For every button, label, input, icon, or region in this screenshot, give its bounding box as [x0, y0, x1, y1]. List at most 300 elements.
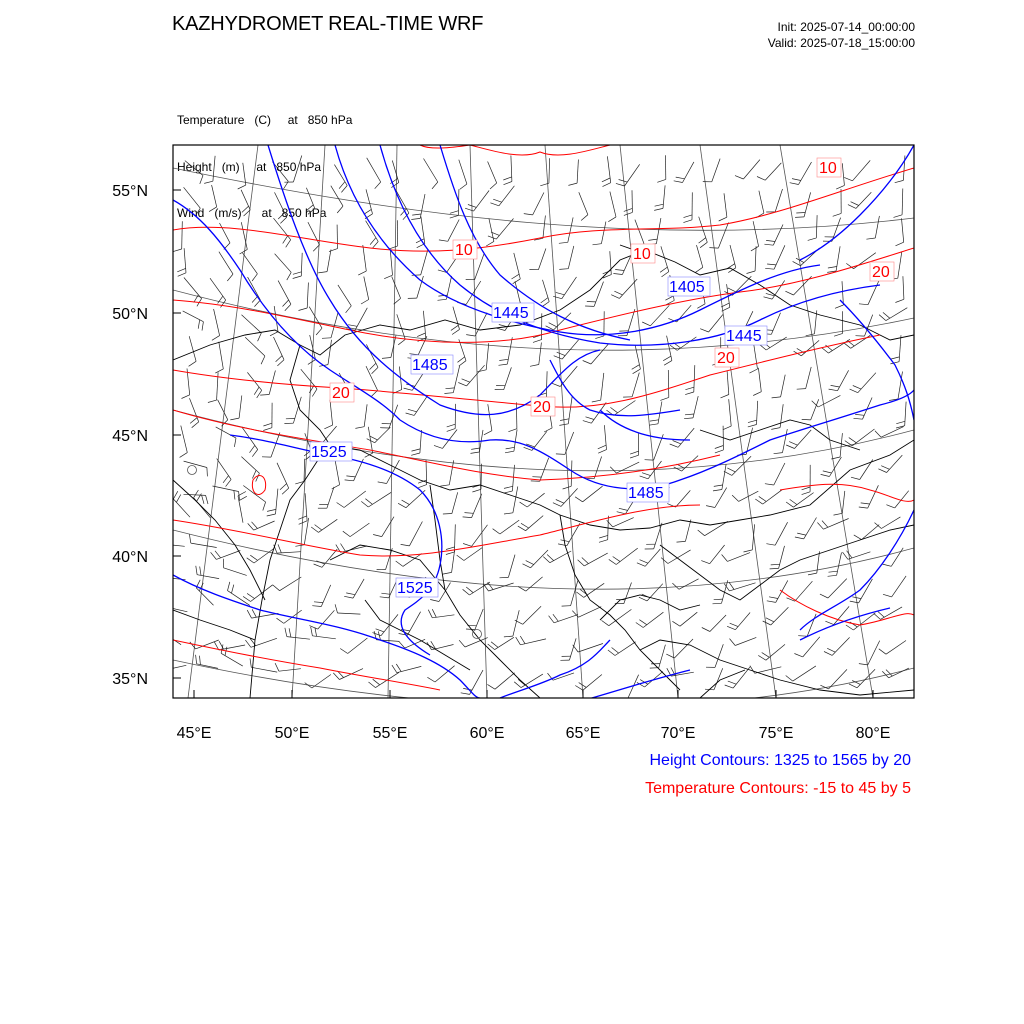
wind-barb	[887, 455, 903, 472]
wind-barb-flag	[763, 621, 771, 625]
wind-barb-flag	[879, 649, 886, 654]
wind-barb-flag	[444, 393, 453, 394]
wind-barb-flag	[257, 390, 262, 398]
wind-barb	[213, 156, 215, 181]
wind-barb-flag	[372, 242, 378, 249]
wind-barb-flag	[373, 633, 382, 636]
wind-barb-flag	[828, 575, 837, 576]
wind-barb-flag	[161, 662, 166, 670]
wind-barb-flag	[595, 336, 604, 339]
wind-barb-flag	[851, 477, 860, 479]
wind-barb	[650, 305, 669, 326]
wind-barb-flag	[189, 361, 197, 366]
wind-barb-flag	[879, 315, 886, 321]
wind-barb-flag	[335, 604, 337, 613]
wind-barb	[568, 217, 573, 242]
wind-barb-flag	[389, 246, 398, 249]
wind-barb	[868, 281, 879, 305]
wind-barb-flag	[891, 357, 900, 359]
wind-barb	[840, 433, 842, 457]
wind-barb	[218, 400, 228, 420]
wind-barb-flag	[508, 429, 517, 432]
wind-barb-flag	[472, 489, 481, 492]
wind-barb-flag	[459, 640, 465, 647]
wind-barb	[727, 553, 750, 562]
wind-barb-flag	[250, 445, 255, 452]
wind-barb-flag	[227, 274, 233, 281]
wind-barb-flag	[466, 335, 475, 336]
chart-title: KAZHYDROMET REAL-TIME WRF	[172, 13, 484, 35]
wind-barb-flag	[247, 610, 251, 618]
wind-barb	[511, 156, 512, 182]
wind-barb-flag	[665, 296, 673, 300]
wind-barb	[293, 156, 301, 183]
variable-wind: Wind (m/s) at 850 hPa	[177, 206, 327, 220]
wind-barb	[816, 215, 817, 238]
wind-barb-flag	[895, 299, 904, 302]
wind-barb-flag	[369, 682, 376, 688]
wind-barb-flag	[263, 428, 272, 431]
wind-barb-flag	[553, 296, 562, 298]
wind-barb-flag	[254, 300, 260, 307]
wind-barb-flag	[373, 535, 382, 537]
wind-barb	[338, 613, 361, 614]
wind-barb	[610, 192, 616, 217]
wind-barb	[312, 636, 335, 639]
wind-barb-flag	[267, 514, 276, 516]
wind-barb-flag	[615, 270, 624, 271]
wind-barb-flag	[685, 387, 694, 390]
wind-barb	[712, 159, 720, 182]
wind-barb	[865, 315, 873, 337]
wind-barb	[615, 642, 636, 656]
wind-barb	[848, 552, 871, 560]
wind-barb-flag	[322, 338, 331, 339]
wind-barb-flag	[189, 534, 190, 543]
wind-barb	[543, 216, 546, 239]
wind-barb	[184, 187, 201, 208]
wind-barb-flag	[156, 535, 158, 544]
wind-barb-flag	[684, 418, 693, 419]
wind-barb	[276, 489, 278, 514]
wind-barb	[683, 162, 694, 183]
wind-barb	[829, 669, 847, 689]
wind-barb	[500, 520, 519, 534]
wind-barb-flag	[406, 413, 415, 415]
wind-barb-flag	[518, 526, 526, 531]
wind-barb	[710, 545, 725, 564]
wind-barb	[248, 277, 261, 300]
wind-barb-flag	[848, 205, 856, 209]
wind-barb	[331, 186, 343, 206]
wind-barb-flag	[466, 629, 475, 630]
wind-barb	[680, 612, 697, 626]
wind-barb-flag	[505, 451, 514, 453]
wind-barb-flag	[766, 240, 775, 241]
lon-label-45e: 45°E	[176, 725, 212, 742]
wind-barb-flag	[491, 642, 498, 648]
height-contour-legend: Height Contours: 1325 to 1565 by 20	[649, 752, 911, 769]
wind-barb	[424, 159, 438, 183]
wind-barb	[366, 344, 378, 367]
wind-barb-flag	[289, 628, 291, 637]
wind-barb	[853, 160, 871, 180]
wind-barb-flag	[896, 421, 905, 423]
wind-barb-flag	[412, 449, 421, 451]
wind-barb-flag	[314, 602, 323, 603]
wind-barb	[549, 158, 550, 183]
wind-barb-flag	[640, 560, 648, 564]
wind-barb	[190, 398, 199, 422]
wind-barb-flag	[747, 271, 756, 274]
wind-barb	[715, 644, 723, 667]
wind-barb-flag	[346, 476, 355, 477]
wind-barb-flag	[286, 240, 291, 248]
wind-barb	[635, 220, 644, 244]
wind-barb-flag	[439, 240, 448, 241]
wind-barb	[554, 313, 571, 330]
wind-barb-flag	[239, 496, 247, 500]
wind-barb-flag	[427, 677, 435, 682]
wind-barb-flag	[252, 450, 257, 457]
wind-barb-flag	[559, 269, 568, 270]
wind-barb-flag	[392, 665, 397, 673]
wind-barb-flag	[894, 215, 903, 218]
wind-barb	[496, 219, 513, 240]
wind-barb	[495, 637, 514, 649]
wind-barb	[568, 396, 572, 424]
wind-barb-flag	[198, 320, 200, 329]
wind-barb	[898, 252, 902, 279]
wind-barb-flag	[670, 345, 677, 350]
wind-barb-flag	[753, 392, 761, 396]
wind-barb-flag	[283, 236, 288, 244]
wind-barb	[344, 491, 366, 508]
wind-barb-flag	[514, 682, 521, 688]
wind-barb	[694, 365, 695, 392]
wind-barb	[774, 245, 785, 269]
wind-barb	[795, 581, 813, 601]
wind-barb-flag	[577, 592, 584, 597]
wind-barb-flag	[766, 544, 775, 546]
wind-barb-flag	[258, 333, 262, 341]
wind-barb-flag	[512, 274, 520, 279]
wind-barb	[577, 160, 578, 184]
init-time: Init: 2025-07-14_00:00:00	[777, 20, 915, 34]
wind-barb	[852, 429, 874, 446]
wind-barb-flag	[311, 527, 318, 532]
wind-barb-flag	[568, 183, 577, 185]
wind-barb-flag	[660, 397, 669, 400]
wind-barb	[674, 639, 693, 658]
wind-barb	[759, 191, 764, 213]
wind-barb-flag	[593, 244, 602, 245]
wind-barb	[811, 399, 819, 420]
wind-barb-flag	[234, 438, 236, 447]
wind-barb	[216, 427, 236, 438]
wind-barb-flag	[684, 215, 693, 218]
wind-barb-flag	[612, 648, 619, 654]
wind-barb-flag	[598, 450, 606, 454]
wind-barb-flag	[200, 656, 201, 665]
wind-barb-flag	[874, 613, 881, 619]
wind-barb-flag	[729, 582, 734, 589]
wind-barb-flag	[370, 363, 376, 369]
wind-barb-flag	[499, 364, 508, 365]
wind-barb-flag	[316, 561, 324, 564]
wind-barb	[710, 615, 726, 632]
wind-barb-flag	[727, 264, 735, 269]
wind-barb	[465, 638, 488, 647]
wind-barb-flag	[831, 385, 840, 387]
wind-barb	[182, 221, 183, 249]
wind-barb-flag	[204, 181, 213, 183]
wind-barb	[338, 285, 351, 306]
wind-barb-flag	[247, 558, 254, 563]
wind-barb	[366, 221, 379, 242]
wind-barb	[499, 186, 515, 206]
wind-barb	[722, 464, 726, 489]
wind-barb-flag	[202, 322, 203, 331]
wind-barb	[614, 401, 636, 416]
wind-barb-flag	[701, 561, 709, 564]
wind-barb-flag	[450, 215, 459, 218]
wind-barb	[828, 579, 847, 598]
wind-barb-flag	[769, 597, 778, 599]
wind-barb	[859, 579, 873, 603]
wind-barb-flag	[256, 473, 260, 481]
wind-barb-flag	[774, 453, 783, 454]
wind-barb	[837, 553, 842, 576]
wind-barb-flag	[343, 531, 350, 536]
wind-barb	[562, 277, 577, 299]
wind-barb	[306, 188, 314, 209]
wind-barb-flag	[859, 304, 868, 305]
wind-barb-flag	[854, 535, 862, 540]
wind-barb-flag	[758, 655, 766, 660]
wind-barb-flag	[462, 379, 470, 382]
wind-barb	[158, 544, 185, 547]
wind-barb-flag	[254, 387, 259, 395]
wind-barb-flag	[196, 655, 197, 664]
wind-barb	[173, 499, 190, 517]
wind-barb-flag	[672, 583, 679, 589]
wind-barb	[197, 575, 219, 579]
wind-barb	[328, 340, 332, 365]
wind-barb	[868, 485, 879, 508]
wind-barb-flag	[396, 561, 403, 566]
wind-barb	[771, 313, 780, 335]
wind-barb	[565, 432, 574, 454]
wind-barb-flag	[881, 466, 889, 470]
wind-barb-flag	[723, 426, 731, 430]
temp-label-10-c: 10	[819, 160, 837, 177]
lon-label-80e: 80°E	[855, 725, 891, 742]
wind-barb	[214, 309, 220, 336]
wind-barb-flag	[523, 564, 531, 568]
wind-barb-flag	[883, 312, 890, 318]
wind-barb	[287, 637, 310, 640]
wind-barb	[758, 368, 761, 392]
wind-barb-flag	[655, 204, 664, 206]
wind-barb	[421, 249, 428, 275]
wind-barb-flag	[173, 491, 177, 499]
wind-barb-flag	[767, 264, 776, 265]
wind-barb-flag	[822, 521, 828, 528]
wind-barb-flag	[243, 596, 251, 601]
wind-barb	[213, 486, 239, 492]
wind-barb-flag	[295, 545, 304, 547]
wind-barb-flag	[750, 666, 755, 674]
wind-barb-flag	[447, 424, 456, 427]
wind-barb	[579, 607, 602, 618]
wind-barb	[375, 427, 391, 443]
wind-barb	[735, 613, 750, 630]
wind-barb	[210, 278, 226, 300]
wind-barb-flag	[520, 636, 525, 644]
wind-barb-flag	[846, 625, 854, 630]
lat-label-40n: 40°N	[112, 549, 148, 566]
wind-barb-flag	[673, 441, 681, 444]
wind-barb	[668, 370, 669, 397]
wind-barb	[512, 465, 514, 491]
wind-barb-flag	[896, 242, 904, 246]
wind-barb	[568, 246, 574, 269]
wind-barb-flag	[772, 397, 781, 398]
wind-barb-flag	[232, 585, 234, 594]
wind-barb-flag	[364, 209, 372, 214]
wind-barb-flag	[411, 453, 420, 455]
wind-barb	[185, 161, 203, 176]
wind-barb-flag	[549, 616, 554, 623]
wind-barb	[327, 487, 334, 508]
wind-barb-flag	[771, 428, 780, 430]
wind-barb-flag	[195, 208, 200, 216]
wind-barb	[474, 191, 490, 212]
wind-barb	[181, 426, 188, 453]
wind-barb	[905, 402, 906, 426]
wind-barb	[327, 250, 331, 272]
wind-barb-flag	[636, 623, 643, 628]
wind-barb-flag	[312, 606, 321, 607]
wind-barb-flag	[443, 514, 452, 515]
wind-barb-flag	[401, 544, 410, 546]
wind-barb-flag	[346, 593, 355, 595]
wind-barb	[353, 579, 364, 598]
wind-barb-flag	[370, 238, 376, 245]
wind-barb-flag	[245, 640, 251, 647]
wind-barb-flag	[380, 597, 389, 598]
variable-temperature: Temperature (C) at 850 hPa	[177, 113, 353, 127]
wind-barb-flag	[408, 409, 417, 412]
wind-barb	[251, 667, 277, 672]
wind-barb	[709, 315, 723, 333]
wind-barb-flag	[164, 598, 165, 607]
wind-barb-flag	[333, 673, 339, 680]
wind-barb-flag	[850, 601, 859, 603]
wind-barb-flag	[361, 501, 368, 507]
wind-barb	[390, 250, 392, 275]
wind-barb	[781, 375, 786, 397]
wind-barb-flag	[553, 503, 561, 507]
wind-barb	[407, 612, 420, 636]
wind-barb-flag	[719, 217, 727, 221]
wind-barb-flag	[611, 295, 619, 299]
wind-barb	[162, 632, 181, 645]
wind-barb	[472, 494, 482, 518]
wind-barb	[886, 308, 907, 321]
wind-barb-flag	[318, 272, 327, 273]
wind-barb	[625, 164, 640, 186]
wind-barb-flag	[157, 568, 159, 577]
wind-barb-flag	[602, 178, 610, 182]
wind-barb-flag	[544, 428, 552, 432]
wind-barb-flag	[685, 392, 694, 395]
wind-barb	[392, 277, 401, 299]
wind-barb-flag	[345, 480, 354, 481]
temp-label-20-a: 20	[332, 385, 350, 402]
wind-barb	[254, 521, 275, 530]
wind-barb	[685, 520, 691, 542]
wind-barb-flag	[886, 505, 894, 508]
wind-barb-flag	[820, 594, 828, 598]
wind-barb	[803, 637, 820, 657]
wind-barb-flag	[609, 559, 616, 564]
wind-barb	[426, 460, 427, 485]
wind-barb-flag	[829, 571, 838, 572]
temp-label-20-d: 20	[872, 264, 890, 281]
wind-barb-flag	[506, 447, 515, 449]
wind-barb	[832, 218, 841, 242]
wind-barb-flag	[700, 242, 707, 247]
wind-barb-flag	[398, 339, 405, 344]
wind-barb-flag	[432, 182, 438, 189]
wind-barb	[643, 612, 663, 627]
wind-barb-flag	[384, 275, 392, 279]
wind-barb-flag	[503, 177, 511, 180]
wind-barb-flag	[632, 365, 640, 370]
height-label-1445-a: 1445	[493, 305, 529, 322]
wind-barb-flag	[817, 523, 823, 530]
lat-label-45n: 45°N	[112, 428, 148, 445]
wind-barb	[279, 669, 301, 672]
wind-barb-flag	[575, 497, 583, 502]
wind-barb	[364, 277, 369, 300]
wind-barb-flag	[280, 484, 287, 490]
wind-barb	[395, 189, 409, 213]
wind-barb-flag	[208, 400, 217, 402]
wind-barb	[773, 225, 783, 246]
wind-barb-flag	[676, 177, 685, 179]
wind-barb-flag	[834, 333, 843, 336]
wind-barb-flag	[602, 620, 609, 625]
wind-barb-flag	[714, 485, 723, 486]
wind-barb	[780, 404, 783, 427]
wind-barb-flag	[465, 513, 474, 514]
wind-barb-flag	[516, 637, 521, 645]
wind-barb-flag	[765, 484, 774, 485]
wind-barb	[679, 579, 699, 590]
lon-label-65e: 65°E	[565, 725, 601, 742]
wind-barb-flag	[859, 507, 868, 508]
wind-barb-flag	[575, 686, 583, 691]
wind-barb-flag	[521, 523, 529, 528]
wind-barb-flag	[278, 213, 284, 219]
wind-barb	[245, 337, 265, 356]
wind-barb-flag	[883, 564, 892, 566]
wind-barb-flag	[340, 649, 348, 654]
wind-barb-flag	[824, 652, 832, 656]
